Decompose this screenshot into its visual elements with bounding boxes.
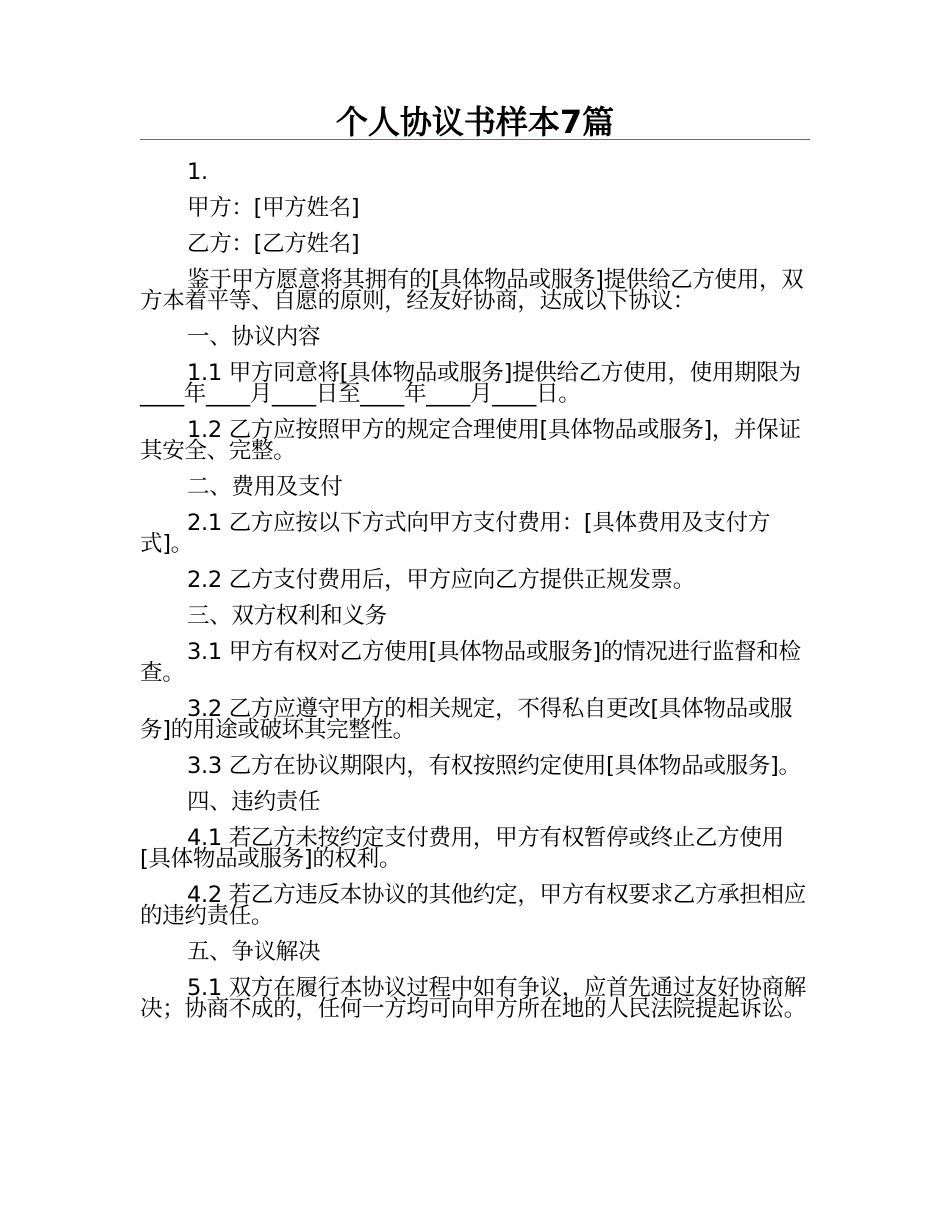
preamble-paragraph: 鉴于甲方愿意将其拥有的[具体物品或服务]提供给乙方使用，双方本着平等、自愿的原则，经友好协商，达成以下协议： [140, 267, 804, 314]
document-body [140, 155, 810, 1028]
clause-2-2: 2.2 乙方支付费用后，甲方应向乙方提供正规发票。 [187, 567, 695, 593]
party-a-line: 甲方：[甲方姓名] [187, 195, 360, 221]
section-heading-5: 五、争议解决 [187, 939, 321, 965]
document-title: 个人协议书样本7篇 [335, 103, 615, 141]
clause-3-1: 3.1 甲方有权对乙方使用[具体物品或服务]的情况进行监督和检查。 [140, 639, 801, 686]
clause-3-2: 3.2 乙方应遵守甲方的相关规定，不得私自更改[具体物品或服务]的用途或破坏其完整性。 [140, 696, 793, 743]
section-heading-3: 三、双方权利和义务 [187, 603, 387, 629]
clause-4-2: 4.2 若乙方违反本协议的其他约定，甲方有权要求乙方承担相应的违约责任。 [140, 882, 806, 929]
clause-4-1: 4.1 若乙方未按约定支付费用，甲方有权暂停或终止乙方使用[具体物品或服务]的权利。 [140, 825, 784, 872]
title-underline [140, 139, 810, 140]
section-heading-2: 二、费用及支付 [187, 474, 343, 500]
clause-1-1: 1.1 甲方同意将[具体物品或服务]提供给乙方使用，使用期限为____年____月____日至____年____月____日。 [140, 360, 801, 407]
section-heading-4: 四、违约责任 [187, 789, 321, 815]
clause-1-2: 1.2 乙方应按照甲方的规定合理使用[具体物品或服务]，并保证其安全、完整。 [140, 417, 801, 464]
clause-5-1: 5.1 双方在履行本协议过程中如有争议，应首先通过友好协商解决；协商不成的，任何一方均可向甲方所在地的人民法院提起诉讼。 [140, 975, 807, 1022]
paragraph-number: 1. [187, 159, 208, 185]
section-heading-1: 一、协议内容 [187, 324, 321, 350]
clause-3-3: 3.3 乙方在协议期限内，有权按照约定使用[具体物品或服务]。 [187, 753, 801, 779]
clause-2-1: 2.1 乙方应按以下方式向甲方支付费用：[具体费用及支付方式]。 [140, 510, 771, 557]
party-b-line: 乙方：[乙方姓名] [187, 231, 360, 257]
